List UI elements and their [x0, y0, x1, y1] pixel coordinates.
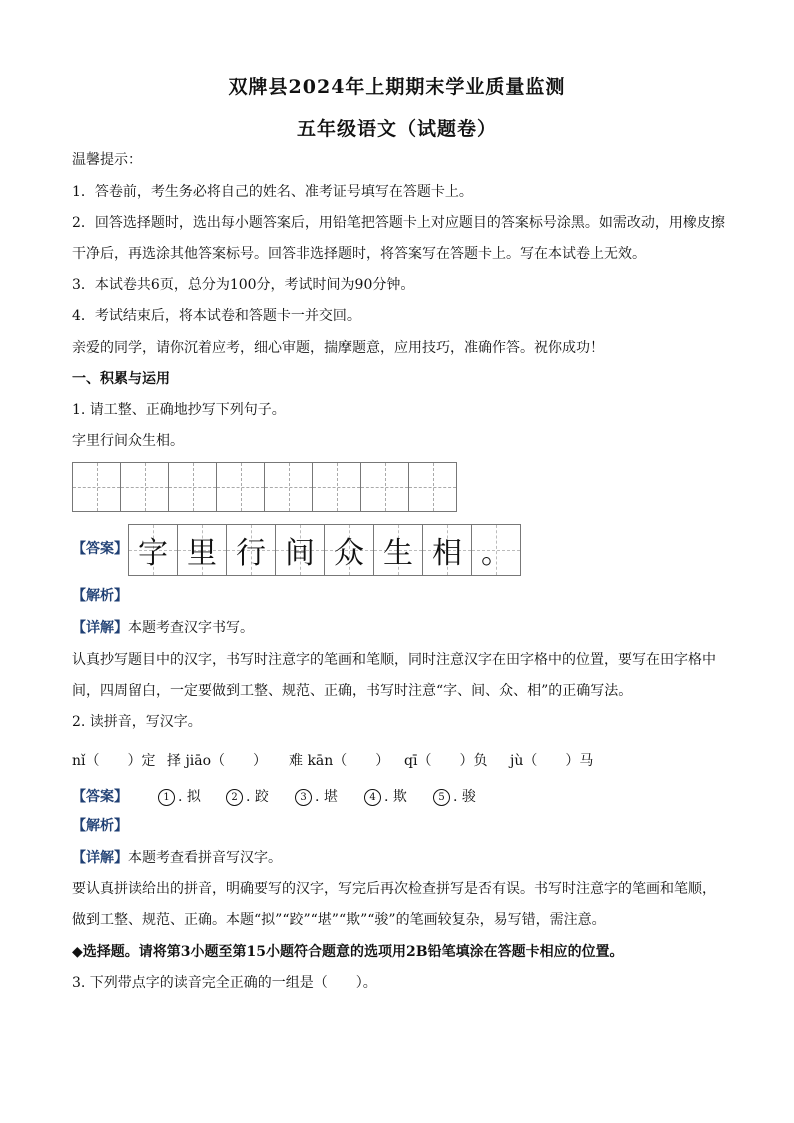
circled-number: 2 — [226, 789, 243, 806]
greeting: 亲爱的同学，请你沉着应考，细心审题，揣摩题意，应用技巧，准确作答。祝你成功！ — [72, 340, 604, 356]
exam-subtitle: 五年级语文（试题卷） — [296, 118, 497, 140]
tips-heading: 温馨提示： — [72, 152, 142, 168]
answer-label: 【答案】 — [72, 789, 128, 805]
answer-label: 【答案】 — [72, 541, 128, 557]
answer-option: 1 . 拟 — [158, 786, 201, 806]
grid-cell — [217, 463, 265, 511]
grid-cell — [409, 463, 457, 511]
circled-number: 5 — [433, 789, 450, 806]
answer-cell: 生 — [374, 525, 423, 575]
detail-label: 【详解】 — [72, 850, 128, 866]
tip-line: 干净后，再选涂其他答案标号。回答非选择题时，将答案写在答题卡上。写在本试卷上无效。 — [72, 246, 646, 262]
choice-section-heading: ◆选择题。请将第3小题至第15小题符合题意的选项用2B铅笔填涂在答题卡相应的位置。 — [72, 944, 624, 960]
answer-cell: 。 — [472, 525, 521, 575]
answer-cell: 里 — [178, 525, 227, 575]
pinyin-item: 难 kān（ ） — [289, 753, 390, 769]
circled-number: 1 — [158, 789, 175, 806]
grid-cell — [121, 463, 169, 511]
pinyin-item: jù（ ）马 — [510, 753, 594, 769]
answer-option: 4 . 欺 — [364, 786, 407, 806]
tip-line: 3．本试卷共6页，总分为100分，考试时间为90分钟。 — [72, 277, 415, 293]
circled-number: 3 — [295, 789, 312, 806]
grid-cell — [313, 463, 361, 511]
answer-option: 5 . 骏 — [433, 786, 476, 806]
detail-label: 【详解】 — [72, 620, 128, 636]
detail-line — [72, 848, 732, 868]
analysis-label: 【解析】 — [72, 588, 128, 604]
answer-cell: 间 — [276, 525, 325, 575]
exam-title: 双牌县2024年上期期末学业质量监测 — [228, 76, 566, 98]
explanation-line: 做到工整、规范、正确。本题“拟”“跤”“堪”“欺”“骏”的笔画较复杂，易写错，需注意。 — [72, 912, 606, 928]
tip-line: 1．答卷前，考生务必将自己的姓名、准考证号填写在答题卡上。 — [72, 184, 473, 200]
detail-line — [72, 618, 732, 638]
answer-option: 3 . 堪 — [295, 786, 338, 806]
answer-option: 2 . 跤 — [226, 786, 269, 806]
question-1-prompt: 1. 请工整、正确地抄写下列句子。 — [72, 402, 286, 418]
tip-line: 4．考试结束后，将本试卷和答题卡一并交回。 — [72, 308, 361, 324]
explanation-line: 要认真拼读给出的拼音，明确要写的汉字，写完后再次检查拼写是否有误。书写时注意字的笔画和笔顺， — [72, 881, 716, 897]
analysis-label: 【解析】 — [72, 818, 128, 834]
detail-text: 本题考查汉字书写。 — [128, 620, 254, 636]
question-2-prompt: 2. 读拼音，写汉字。 — [72, 714, 202, 730]
circled-number: 4 — [364, 789, 381, 806]
answer-cell: 字 — [129, 525, 178, 575]
explanation-line: 间，四周留白，一定要做到工整、规范、正确，书写时注意“字、间、众、相”的正确写法。 — [72, 683, 633, 699]
answer-cell: 相 — [423, 525, 472, 575]
empty-writing-grid — [72, 462, 457, 512]
pinyin-item: qī（ ）负 — [404, 753, 488, 769]
detail-text: 本题考查看拼音写汉字。 — [128, 850, 282, 866]
pinyin-item: 择 jiāo（ ） — [167, 753, 268, 769]
explanation-line: 认真抄写题目中的汉字，书写时注意字的笔画和笔顺，同时注意汉字在田字格中的位置，要写在田字格中 — [72, 652, 716, 668]
pinyin-item: nǐ（ ）定 — [72, 753, 156, 769]
grid-cell — [73, 463, 121, 511]
answer-writing-grid — [128, 524, 521, 576]
grid-cell — [265, 463, 313, 511]
question-3-prompt: 3. 下列带点字的读音完全正确的一组是（ ）。 — [72, 975, 377, 991]
grid-cell — [169, 463, 217, 511]
section-heading: 一、积累与运用 — [72, 371, 170, 387]
grid-cell — [361, 463, 409, 511]
question-1-sentence: 字里行间众生相。 — [72, 433, 184, 449]
tip-line: 2．回答选择题时，选出每小题答案后，用铅笔把答题卡上对应题目的答案标号涂黑。如需改动，用橡皮擦 — [72, 215, 725, 231]
answer-cell: 行 — [227, 525, 276, 575]
answer-cell: 众 — [325, 525, 374, 575]
